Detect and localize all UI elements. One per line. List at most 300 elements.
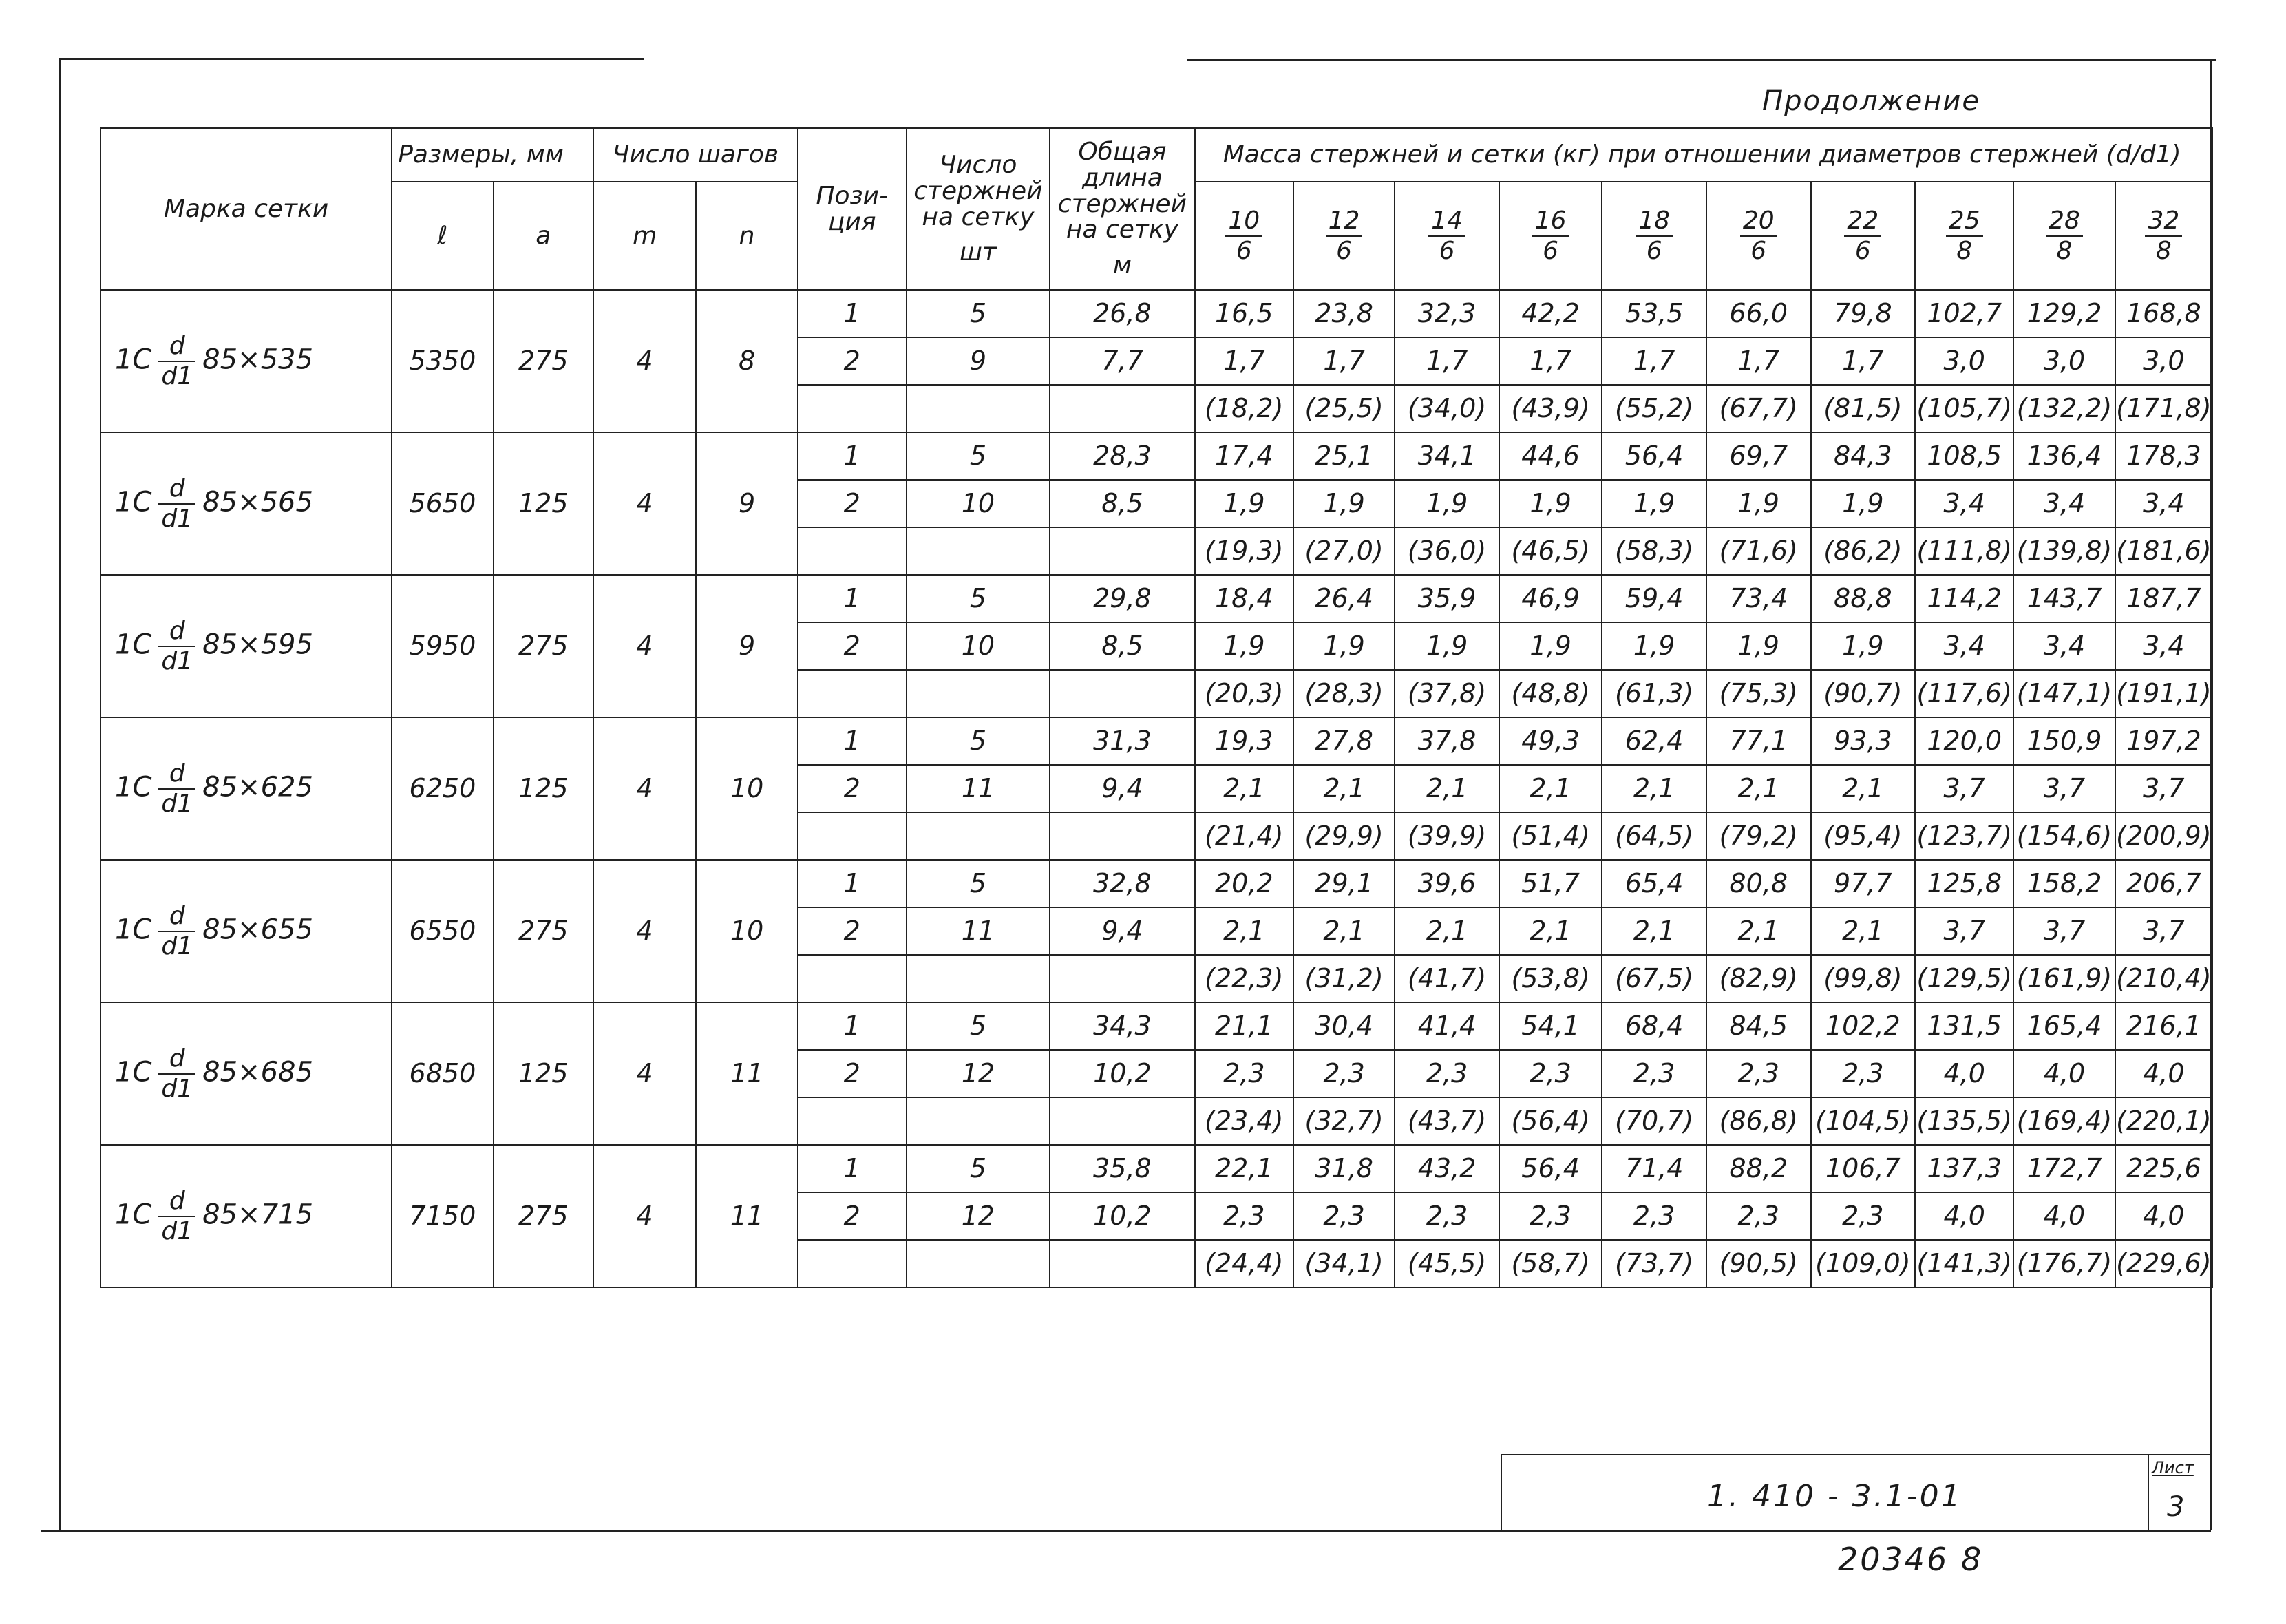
mass-cell: 2,1	[1395, 907, 1499, 955]
size-m: 4	[593, 860, 696, 1002]
total-mass-cell: (34,0)	[1395, 385, 1499, 432]
ratio-fraction	[1740, 207, 1777, 265]
position-cell: 1	[798, 432, 907, 480]
archive-number: 20346 8	[1838, 1541, 1984, 1578]
size-n: 10	[696, 717, 797, 860]
size-n: 11	[696, 1145, 797, 1287]
mass-cell: 1,9	[1499, 622, 1602, 670]
mass-cell: 49,3	[1499, 717, 1602, 765]
total-mass-cell: (34,1)	[1293, 1240, 1395, 1287]
total-length-cell: 31,3	[1050, 717, 1195, 765]
total-mass-cell: (129,5)	[1915, 955, 2013, 1002]
total-length-cell-empty	[1050, 1097, 1195, 1145]
ratio-fraction	[2145, 207, 2182, 265]
ratio-denominator: 6	[1543, 236, 1559, 265]
total-length-cell: 10,2	[1050, 1192, 1195, 1240]
mass-cell: 2,1	[1195, 907, 1293, 955]
rod-count-cell: 10	[907, 480, 1050, 527]
position-cell: 1	[798, 1145, 907, 1192]
total-mass-cell: (210,4)	[2115, 955, 2212, 1002]
mass-cell: 1,9	[1811, 480, 1916, 527]
total-mass-cell: (45,5)	[1395, 1240, 1499, 1287]
document-code: 1. 410 - 3.1-01	[1707, 1479, 1962, 1514]
mass-cell: 84,5	[1706, 1002, 1811, 1050]
mass-cell: 30,4	[1293, 1002, 1395, 1050]
total-mass-cell: (23,4)	[1195, 1097, 1293, 1145]
mass-cell: 150,9	[2013, 717, 2115, 765]
ratio-denominator: 6	[1336, 236, 1353, 265]
mark-suffix: 85×535	[202, 344, 313, 376]
total-mass-cell: (154,6)	[2013, 812, 2115, 860]
position-cell-empty	[798, 670, 907, 717]
mass-cell: 88,2	[1706, 1145, 1811, 1192]
mark-cell	[100, 1002, 392, 1145]
mass-cell: 71,4	[1602, 1145, 1706, 1192]
position-cell: 2	[798, 1050, 907, 1097]
mass-cell: 2,3	[1811, 1192, 1916, 1240]
position-cell-empty	[798, 527, 907, 575]
mass-cell: 62,4	[1602, 717, 1706, 765]
mass-cell: 1,7	[1602, 337, 1706, 385]
mass-cell: 102,7	[1915, 290, 2013, 337]
total-mass-cell: (86,8)	[1706, 1097, 1811, 1145]
size-n: 11	[696, 1002, 797, 1145]
mass-cell: 3,0	[2013, 337, 2115, 385]
ratio-header-8	[2013, 182, 2115, 290]
mark-cell	[100, 432, 392, 575]
mass-cell: 1,7	[1293, 337, 1395, 385]
mass-cell: 225,6	[2115, 1145, 2212, 1192]
ratio-fraction	[2046, 207, 2083, 265]
mark-prefix: 1С	[115, 914, 152, 946]
size-l: 6250	[392, 717, 493, 860]
rod-count-cell: 5	[907, 432, 1050, 480]
total-mass-cell: (21,4)	[1195, 812, 1293, 860]
mass-cell: 2,3	[1499, 1192, 1602, 1240]
header-rod-count-unit: шт	[959, 238, 997, 267]
total-mass-cell: (28,3)	[1293, 670, 1395, 717]
table-row	[100, 575, 2212, 622]
size-n: 9	[696, 432, 797, 575]
total-mass-cell: (141,3)	[1915, 1240, 2013, 1287]
total-mass-cell: (109,0)	[1811, 1240, 1916, 1287]
rod-count-cell-empty	[907, 670, 1050, 717]
total-mass-cell: (105,7)	[1915, 385, 2013, 432]
header-total-length-unit: м	[1112, 251, 1132, 280]
mass-cell: 29,1	[1293, 860, 1395, 907]
rod-count-cell: 12	[907, 1192, 1050, 1240]
size-l: 6850	[392, 1002, 493, 1145]
mass-cell: 73,4	[1706, 575, 1811, 622]
mark-fraction-num: d	[158, 759, 195, 789]
size-a: 125	[494, 432, 593, 575]
total-mass-cell: (104,5)	[1811, 1097, 1916, 1145]
mass-cell: 41,4	[1395, 1002, 1499, 1050]
total-mass-cell: (176,7)	[2013, 1240, 2115, 1287]
total-mass-cell: (181,6)	[2115, 527, 2212, 575]
mass-cell: 197,2	[2115, 717, 2212, 765]
header-rod-count-text: Число стержней на сетку	[913, 150, 1043, 231]
size-a: 275	[494, 290, 593, 432]
total-mass-cell: (53,8)	[1499, 955, 1602, 1002]
header-mass	[1195, 128, 2212, 182]
total-mass-cell: (31,2)	[1293, 955, 1395, 1002]
mass-cell: 77,1	[1706, 717, 1811, 765]
mass-cell: 1,7	[1395, 337, 1499, 385]
mass-cell: 3,7	[1915, 907, 2013, 955]
mass-cell: 178,3	[2115, 432, 2212, 480]
mark-fraction-den: d1	[161, 1216, 193, 1245]
ratio-numerator: 20	[1740, 207, 1777, 236]
mass-cell: 1,9	[1293, 480, 1395, 527]
total-mass-cell: (171,8)	[2115, 385, 2212, 432]
mass-cell: 143,7	[2013, 575, 2115, 622]
size-n: 8	[696, 290, 797, 432]
header-sizes	[392, 128, 593, 182]
rod-count-cell: 5	[907, 717, 1050, 765]
ratio-fraction	[1225, 207, 1262, 265]
position-cell: 1	[798, 1002, 907, 1050]
position-cell: 2	[798, 622, 907, 670]
ratio-fraction	[1326, 207, 1363, 265]
total-length-cell: 9,4	[1050, 907, 1195, 955]
total-mass-cell: (58,3)	[1602, 527, 1706, 575]
mass-cell: 35,9	[1395, 575, 1499, 622]
total-length-cell: 35,8	[1050, 1145, 1195, 1192]
mark-suffix: 85×655	[202, 914, 313, 946]
total-mass-cell: (61,3)	[1602, 670, 1706, 717]
header-total-length-text: Общая длина стержней на сетку	[1057, 138, 1187, 244]
position-cell-empty	[798, 812, 907, 860]
mass-cell: 31,8	[1293, 1145, 1395, 1192]
total-length-cell: 34,3	[1050, 1002, 1195, 1050]
mass-cell: 19,3	[1195, 717, 1293, 765]
ratio-fraction	[1532, 207, 1569, 265]
total-mass-cell: (64,5)	[1602, 812, 1706, 860]
mass-cell: 158,2	[2013, 860, 2115, 907]
mass-cell: 84,3	[1811, 432, 1916, 480]
mass-cell: 2,3	[1706, 1192, 1811, 1240]
total-length-cell-empty	[1050, 527, 1195, 575]
mass-cell: 137,3	[1915, 1145, 2013, 1192]
mass-cell: 39,6	[1395, 860, 1499, 907]
mass-cell: 172,7	[2013, 1145, 2115, 1192]
total-mass-cell: (169,4)	[2013, 1097, 2115, 1145]
mass-cell: 2,3	[1602, 1050, 1706, 1097]
total-mass-cell: (20,3)	[1195, 670, 1293, 717]
rod-count-cell-empty	[907, 527, 1050, 575]
total-mass-cell: (82,9)	[1706, 955, 1811, 1002]
mass-cell: 1,7	[1499, 337, 1602, 385]
table-row	[100, 1002, 2212, 1050]
mark-cell	[100, 717, 392, 860]
ratio-numerator: 10	[1225, 207, 1262, 236]
mass-cell: 68,4	[1602, 1002, 1706, 1050]
rod-count-cell: 11	[907, 765, 1050, 812]
position-cell: 2	[798, 480, 907, 527]
total-mass-cell: (90,7)	[1811, 670, 1916, 717]
size-n: 9	[696, 575, 797, 717]
total-length-cell: 28,3	[1050, 432, 1195, 480]
mass-cell: 3,4	[2013, 480, 2115, 527]
mass-cell: 44,6	[1499, 432, 1602, 480]
mass-cell: 1,9	[1706, 622, 1811, 670]
table-row	[100, 860, 2212, 907]
mass-cell: 1,9	[1602, 480, 1706, 527]
mark-fraction-den: d1	[161, 504, 193, 533]
mass-cell: 2,3	[1602, 1192, 1706, 1240]
mass-cell: 1,9	[1195, 480, 1293, 527]
ratio-numerator: 18	[1636, 207, 1673, 236]
rod-count-cell: 5	[907, 860, 1050, 907]
position-cell: 1	[798, 575, 907, 622]
rod-count-cell: 10	[907, 622, 1050, 670]
size-l: 5650	[392, 432, 493, 575]
mass-cell: 26,4	[1293, 575, 1395, 622]
total-mass-cell: (39,9)	[1395, 812, 1499, 860]
position-cell: 2	[798, 765, 907, 812]
header-sub-n: n	[696, 182, 797, 290]
size-m: 4	[593, 717, 696, 860]
mass-cell: 2,1	[1602, 907, 1706, 955]
mass-cell: 2,3	[1811, 1050, 1916, 1097]
size-a: 275	[494, 1145, 593, 1287]
size-a: 275	[494, 575, 593, 717]
mass-cell: 97,7	[1811, 860, 1916, 907]
header-sizes-text: Размеры, мм	[398, 140, 564, 169]
mark-fraction-num: d	[158, 474, 195, 504]
total-mass-cell: (132,2)	[2013, 385, 2115, 432]
size-m: 4	[593, 432, 696, 575]
mass-cell: 108,5	[1915, 432, 2013, 480]
ratio-numerator: 28	[2046, 207, 2083, 236]
total-mass-cell: (43,7)	[1395, 1097, 1499, 1145]
mass-cell: 125,8	[1915, 860, 2013, 907]
mark-suffix: 85×715	[202, 1199, 313, 1231]
mass-cell: 2,1	[1811, 907, 1916, 955]
ratio-fraction	[1428, 207, 1465, 265]
rod-count-cell-empty	[907, 955, 1050, 1002]
mass-cell: 2,3	[1499, 1050, 1602, 1097]
ratio-numerator: 16	[1532, 207, 1569, 236]
ratio-header-2	[1395, 182, 1499, 290]
header-steps	[593, 128, 798, 182]
total-mass-cell: (111,8)	[1915, 527, 2013, 575]
mass-cell: 3,7	[1915, 765, 2013, 812]
total-mass-cell: (147,1)	[2013, 670, 2115, 717]
header-sub-a: a	[494, 182, 593, 290]
sheet-label: Лист	[2152, 1458, 2194, 1477]
mass-cell: 2,1	[1602, 765, 1706, 812]
total-mass-cell: (229,6)	[2115, 1240, 2212, 1287]
position-cell-empty	[798, 1097, 907, 1145]
mass-cell: 79,8	[1811, 290, 1916, 337]
mass-cell: 2,3	[1706, 1050, 1811, 1097]
size-a: 275	[494, 860, 593, 1002]
sheet-number: 3	[2167, 1491, 2185, 1523]
position-cell: 1	[798, 717, 907, 765]
position-cell: 2	[798, 337, 907, 385]
mass-cell: 129,2	[2013, 290, 2115, 337]
total-mass-cell: (25,5)	[1293, 385, 1395, 432]
header-mark	[100, 128, 392, 290]
rod-count-cell: 5	[907, 1002, 1050, 1050]
mark-prefix: 1С	[115, 486, 152, 518]
mass-cell: 21,1	[1195, 1002, 1293, 1050]
continuation-label: Продолжение	[1762, 85, 1981, 117]
total-mass-cell: (24,4)	[1195, 1240, 1293, 1287]
mass-cell: 187,7	[2115, 575, 2212, 622]
position-cell: 1	[798, 860, 907, 907]
header-sub-m: m	[593, 182, 696, 290]
mass-cell: 4,0	[2115, 1192, 2212, 1240]
mass-cell: 2,1	[1811, 765, 1916, 812]
size-m: 4	[593, 575, 696, 717]
size-m: 4	[593, 1002, 696, 1145]
mass-cell: 53,5	[1602, 290, 1706, 337]
mass-cell: 3,7	[2013, 765, 2115, 812]
mass-cell: 59,4	[1602, 575, 1706, 622]
mass-cell: 1,9	[1293, 622, 1395, 670]
mass-cell: 51,7	[1499, 860, 1602, 907]
total-mass-cell: (48,8)	[1499, 670, 1602, 717]
mark-suffix: 85×595	[202, 629, 313, 661]
total-mass-cell: (36,0)	[1395, 527, 1499, 575]
mass-cell: 1,9	[1395, 622, 1499, 670]
mark-fraction-num: d	[158, 1044, 195, 1074]
ratio-denominator: 6	[1854, 236, 1871, 265]
mass-cell: 43,2	[1395, 1145, 1499, 1192]
total-length-cell: 8,5	[1050, 622, 1195, 670]
mark-fraction-den: d1	[161, 361, 193, 390]
mass-cell: 2,1	[1499, 765, 1602, 812]
header-rod-count	[907, 128, 1050, 290]
header-steps-text: Число шагов	[612, 140, 779, 169]
mark-fraction	[158, 759, 195, 818]
mass-cell: 1,7	[1811, 337, 1916, 385]
mark-fraction-num: d	[158, 1187, 195, 1216]
frame-top-left	[59, 58, 644, 60]
total-mass-cell: (71,6)	[1706, 527, 1811, 575]
mark-cell	[100, 1145, 392, 1287]
mass-cell: 3,0	[2115, 337, 2212, 385]
total-length-cell: 9,4	[1050, 765, 1195, 812]
mark-fraction	[158, 332, 195, 390]
total-length-cell: 29,8	[1050, 575, 1195, 622]
mass-cell: 1,9	[1395, 480, 1499, 527]
ratio-fraction	[1636, 207, 1673, 265]
mark-suffix: 85×685	[202, 1056, 313, 1088]
mark-fraction	[158, 474, 195, 533]
total-mass-cell: (58,7)	[1499, 1240, 1602, 1287]
mass-cell: 3,7	[2115, 907, 2212, 955]
total-length-cell: 8,5	[1050, 480, 1195, 527]
ratio-denominator: 8	[1956, 236, 1973, 265]
total-mass-cell: (117,6)	[1915, 670, 2013, 717]
ratio-fraction	[1844, 207, 1881, 265]
header-mass-text: Масса стержней и сетки (кг) при отношении диаметров стержней (d/d1)	[1223, 140, 2181, 169]
mass-cell: 2,3	[1395, 1050, 1499, 1097]
rod-count-cell: 9	[907, 337, 1050, 385]
mass-cell: 34,1	[1395, 432, 1499, 480]
size-a: 125	[494, 717, 593, 860]
spec-body	[100, 290, 2212, 1287]
mass-cell: 4,0	[1915, 1192, 2013, 1240]
total-mass-cell: (37,8)	[1395, 670, 1499, 717]
mass-cell: 136,4	[2013, 432, 2115, 480]
mass-cell: 168,8	[2115, 290, 2212, 337]
mass-cell: 106,7	[1811, 1145, 1916, 1192]
mark-fraction-den: d1	[161, 789, 193, 818]
mark-cell	[100, 860, 392, 1002]
mass-cell: 4,0	[2115, 1050, 2212, 1097]
total-mass-cell: (22,3)	[1195, 955, 1293, 1002]
mark-fraction	[158, 1044, 195, 1103]
total-mass-cell: (41,7)	[1395, 955, 1499, 1002]
ratio-numerator: 25	[1946, 207, 1983, 236]
total-mass-cell: (161,9)	[2013, 955, 2115, 1002]
position-cell: 2	[798, 1192, 907, 1240]
spec-table	[100, 127, 2213, 1288]
total-mass-cell: (27,0)	[1293, 527, 1395, 575]
total-mass-cell: (32,7)	[1293, 1097, 1395, 1145]
size-l: 6550	[392, 860, 493, 1002]
mass-cell: 22,1	[1195, 1145, 1293, 1192]
rod-count-cell: 11	[907, 907, 1050, 955]
header-position	[798, 128, 907, 290]
mark-fraction	[158, 617, 195, 675]
mass-cell: 216,1	[2115, 1002, 2212, 1050]
mass-cell: 42,2	[1499, 290, 1602, 337]
mass-cell: 65,4	[1602, 860, 1706, 907]
total-mass-cell: (220,1)	[2115, 1097, 2212, 1145]
total-mass-cell: (70,7)	[1602, 1097, 1706, 1145]
table-row	[100, 290, 2212, 337]
mark-fraction-num: d	[158, 332, 195, 361]
mass-cell: 2,3	[1395, 1192, 1499, 1240]
total-mass-cell: (99,8)	[1811, 955, 1916, 1002]
ratio-numerator: 14	[1428, 207, 1465, 236]
table-row	[100, 1145, 2212, 1192]
mass-cell: 80,8	[1706, 860, 1811, 907]
mass-cell: 2,1	[1293, 765, 1395, 812]
mass-cell: 2,3	[1293, 1050, 1395, 1097]
total-mass-cell: (51,4)	[1499, 812, 1602, 860]
total-mass-cell: (29,9)	[1293, 812, 1395, 860]
mass-cell: 102,2	[1811, 1002, 1916, 1050]
total-mass-cell: (90,5)	[1706, 1240, 1811, 1287]
ratio-header-4	[1602, 182, 1706, 290]
mark-prefix: 1С	[115, 344, 152, 376]
mass-cell: 2,1	[1195, 765, 1293, 812]
rod-count-cell-empty	[907, 1240, 1050, 1287]
mass-cell: 66,0	[1706, 290, 1811, 337]
total-mass-cell: (135,5)	[1915, 1097, 2013, 1145]
mass-cell: 131,5	[1915, 1002, 2013, 1050]
rod-count-cell: 5	[907, 290, 1050, 337]
rod-count-cell: 5	[907, 575, 1050, 622]
size-n: 10	[696, 860, 797, 1002]
ratio-header-3	[1499, 182, 1602, 290]
mass-cell: 3,7	[2115, 765, 2212, 812]
mass-cell: 165,4	[2013, 1002, 2115, 1050]
mass-cell: 4,0	[1915, 1050, 2013, 1097]
header-sub-l: ℓ	[392, 182, 493, 290]
size-m: 4	[593, 290, 696, 432]
mark-fraction-den: d1	[161, 646, 193, 675]
mass-cell: 23,8	[1293, 290, 1395, 337]
mark-suffix: 85×625	[202, 771, 313, 803]
